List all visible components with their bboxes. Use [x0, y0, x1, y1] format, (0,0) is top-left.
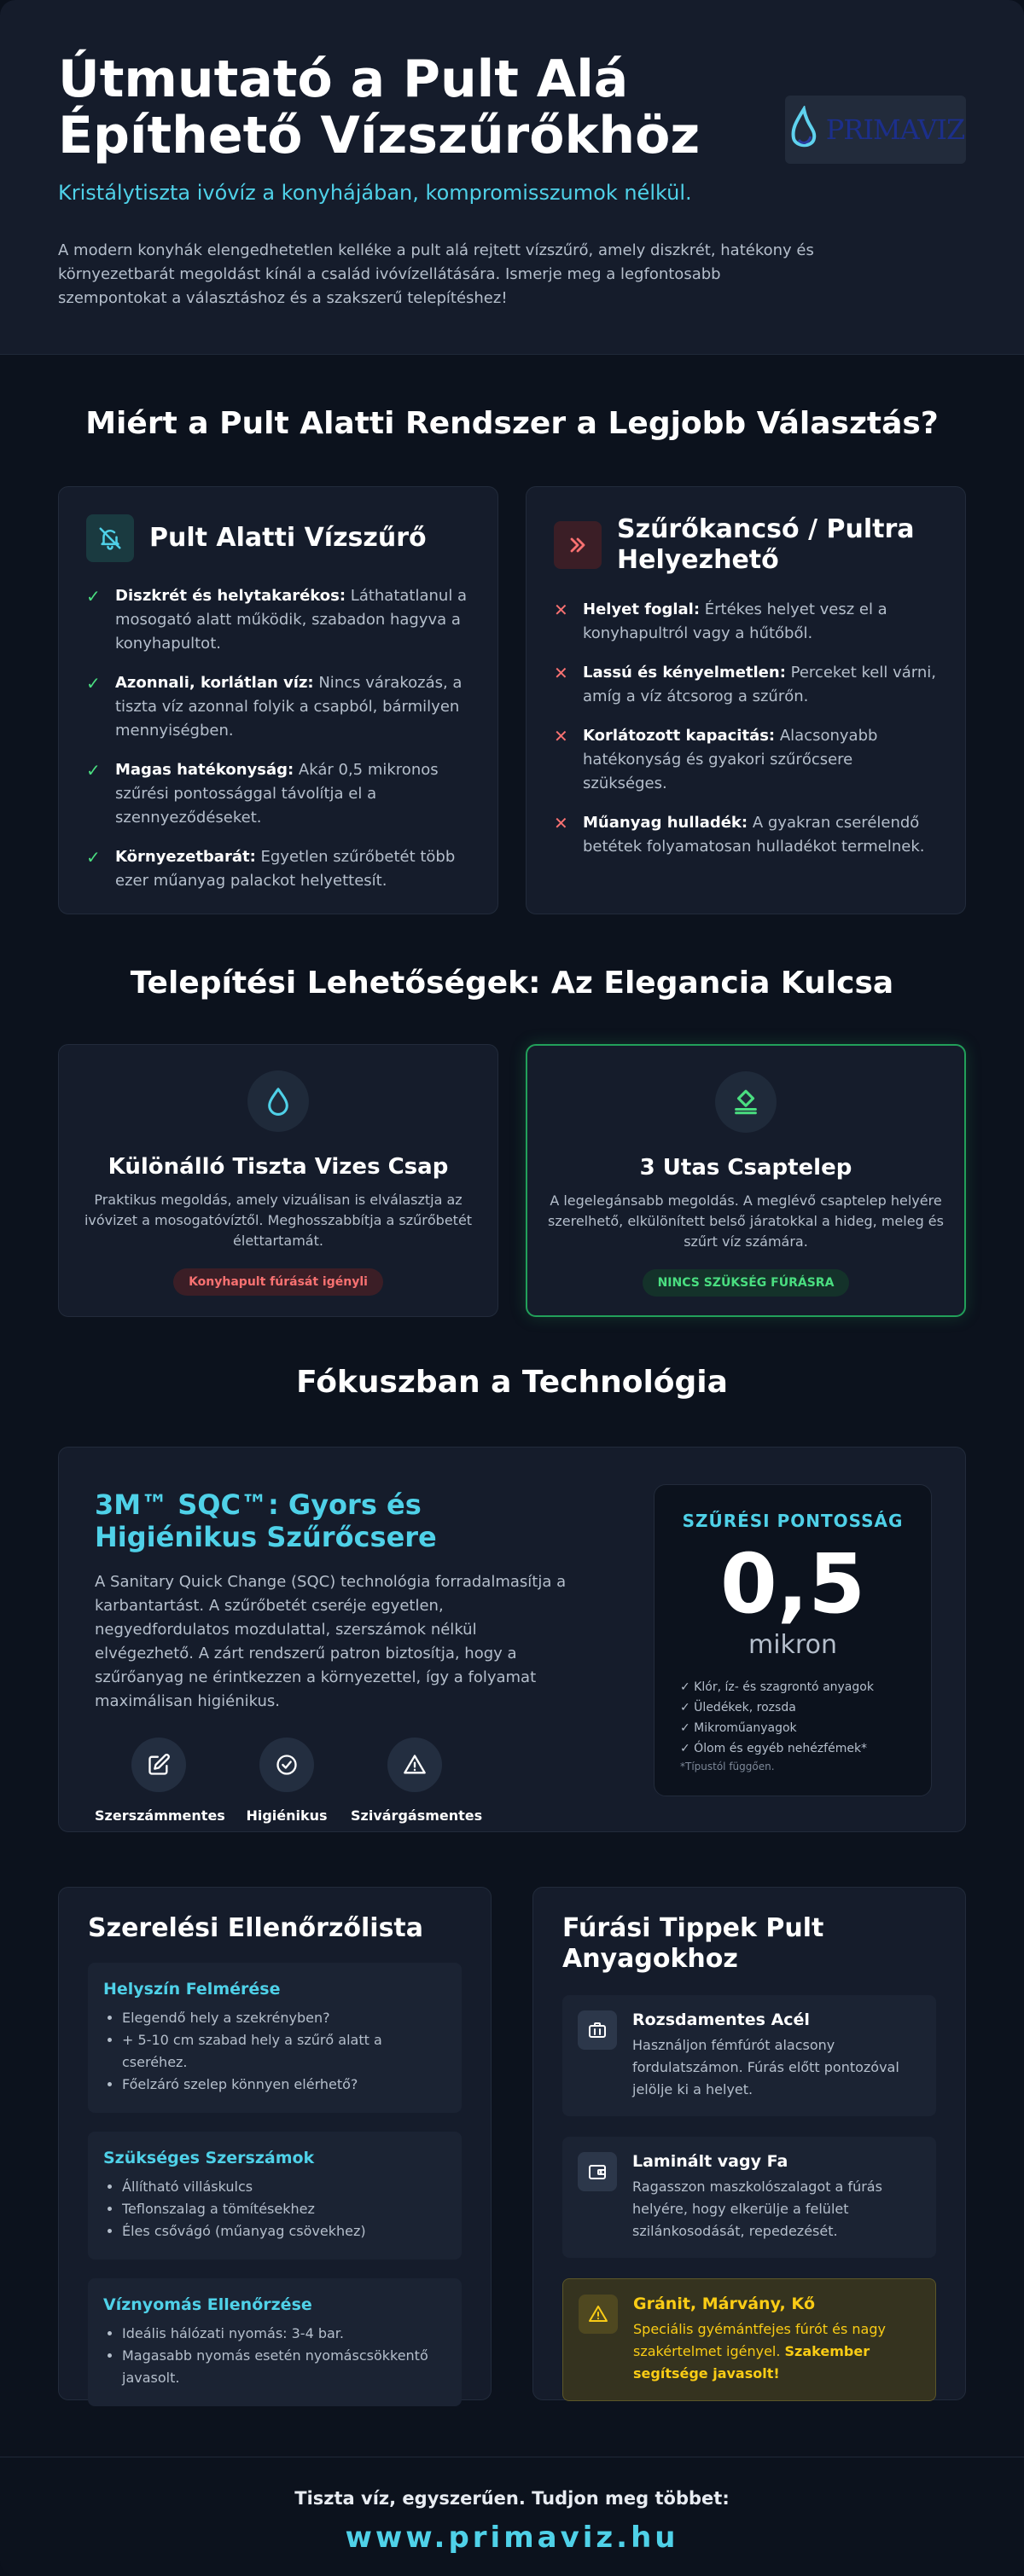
pitcher-title: Szűrőkancsó / Pultra Helyezhető: [617, 514, 915, 575]
spec-list: [680, 1677, 905, 1759]
item-text: Láthatatlanul a mosogató alatt működik, szabadon hagyva a konyhapultot.: [115, 587, 468, 653]
list-item: • Magasabb nyomás esetén nyomáscsökkentő javasolt.: [122, 2345, 446, 2389]
item-bold: Magas hatékonyság:: [115, 761, 294, 779]
tech-title: 3M™ SQC™: Gyors és Higiénikus Szűrőcsere: [95, 1488, 437, 1553]
list-item: • Állítható villáskulcs: [122, 2176, 446, 2198]
pitcher-card: [526, 486, 966, 914]
spec-unit: mikron: [748, 1630, 837, 1660]
block-list: [122, 2176, 446, 2242]
tech-description: A Sanitary Quick Change (SQC) technológia forradalmasítja a karbantartást. A szűrőbetét cseréje egyetlen, negyedfordulatos mozdulattal, szerszámok nélkül elvégezhető. A zárt rendszerű patron biztosítja, hogy a szűrőanyag ne érintkezzen a környezettel, így a folyamat maximálisan higiénikus.: [95, 1573, 567, 1710]
list-item: ✓ Mikroműanyagok: [680, 1721, 797, 1735]
item-bold: Műanyag hulladék:: [583, 814, 748, 832]
list-item: [86, 584, 470, 656]
tip-description: [633, 2318, 920, 2385]
list-item: [554, 811, 938, 859]
cross-icon: ✕: [554, 726, 568, 746]
bell-off-icon: [86, 514, 134, 562]
warning-icon: [387, 1738, 442, 1792]
under-sink-card: [58, 486, 498, 914]
pitcher-header: [554, 514, 938, 576]
item-bold: Korlátozott kapacitás:: [583, 727, 776, 745]
checklist-card: [58, 1887, 492, 2400]
item-bold: Környezetbarát:: [115, 848, 256, 866]
block-list: [122, 2007, 446, 2096]
website-link[interactable]: www.primaviz.hu: [345, 2521, 679, 2555]
check-icon: ✓: [86, 760, 101, 780]
item-bold: Lassú és kényelmetlen:: [583, 664, 786, 682]
list-item: [86, 671, 470, 743]
water-drop-icon: [247, 1070, 309, 1132]
tip-granite-warning: [562, 2278, 936, 2401]
block-title: Szükséges Szerszámok: [103, 2149, 315, 2167]
item-text: Egyetlen szűrőbetét több ezer műanyag palackot helyettesít.: [115, 848, 456, 890]
pitcher-list: [554, 598, 938, 859]
option-title: Különálló Tiszta Vizes Csap: [108, 1154, 449, 1180]
pressure-block: [88, 2278, 462, 2406]
tip-description: Használjon fémfúrót alacsony fordulatszámon. Fúrás előtt pontozóval jelölje ki a helyet.: [632, 2037, 899, 2097]
feature-label: Szivárgásmentes: [351, 1807, 483, 1824]
item-text: A gyakran cserélendő betétek folyamatosan hulladékot termelnek.: [583, 814, 925, 856]
list-item: ✓ Üledékek, rozsda: [680, 1701, 796, 1714]
tip-title: Gránit, Márvány, Kő: [633, 2295, 816, 2313]
header: [0, 0, 1024, 355]
checklist-title: Szerelési Ellenőrzőlista: [88, 1913, 424, 1943]
item-text: Akár 0,5 mikronos szűrési pontossággal távolítja el a szennyeződéseket.: [115, 761, 439, 827]
list-item: [554, 724, 938, 796]
water-drop-logo-icon: [787, 106, 821, 154]
three-way-faucet-card: [526, 1044, 966, 1317]
drilling-required-badge: Konyhapult fúrását igényli: [173, 1268, 383, 1296]
cross-icon: ✕: [554, 813, 568, 833]
list-item: • Főelzáró szelep könnyen elérhető?: [122, 2074, 446, 2096]
check-circle-icon: [259, 1738, 314, 1792]
no-drilling-badge: NINCS SZÜKSÉG FÚRÁSRA: [643, 1269, 850, 1297]
check-icon: ✓: [86, 847, 101, 867]
list-item: [554, 661, 938, 709]
filtration-spec-panel: [654, 1484, 932, 1796]
tip-stainless-steel: [562, 1995, 936, 2116]
list-item: • Éles csővágó (műanyag csövekhez): [122, 2220, 446, 2242]
logo: [785, 96, 966, 164]
item-text: Értékes helyet vesz el a konyhapultról vagy a hűtőből.: [583, 600, 887, 642]
list-item: [554, 598, 938, 646]
option-description: A legelegánsabb megoldás. A meglévő csaptelep helyére szerelhető, elkülönített belső járatokkal a hideg, meleg és szűrt víz számára.: [548, 1192, 944, 1250]
footer-text: Tiszta víz, egyszerűen. Tudjon meg többet:: [294, 2488, 730, 2509]
block-list: [122, 2323, 446, 2389]
why-section-title: Miért a Pult Alatti Rendszer a Legjobb Választás?: [85, 406, 939, 441]
item-bold: Helyet foglal:: [583, 600, 701, 618]
under-sink-list: [86, 584, 470, 893]
list-item: [86, 758, 470, 830]
list-item: [86, 845, 470, 893]
faucet-icon: [715, 1071, 777, 1133]
footer: [0, 2457, 1024, 2576]
spec-value: 0,5: [719, 1536, 866, 1632]
spec-label: SZŰRÉSI PONTOSSÁG: [682, 1511, 904, 1531]
list-item: ✓ Ólom és egyéb nehézfémek*: [680, 1742, 868, 1755]
item-text: Alacsonyabb hatékonyság és gyakori szűrőcsere szükséges.: [583, 727, 878, 792]
option-description: Praktikus megoldás, amely vizuálisan is elválasztja az ivóvizet a mosogatóvíztől. Meghosszabbítja a szűrőbetét élettartamát.: [84, 1192, 473, 1249]
double-chevron-icon: [554, 521, 602, 569]
tips-title: Fúrási Tippek Pult Anyagokhoz: [562, 1913, 824, 1974]
intro-text: A modern konyhák elengedhetetlen kelléke a pult alá rejtett vízszűrő, amely diszkrét, hatékony és környezetbarát megoldást kínál a család ivóvízellátására. Ismerje meg a legfontosabb szempontokat a választáshoz és a szakszerű telepítéshez!: [58, 241, 814, 307]
tip-laminate-wood: [562, 2137, 936, 2258]
cross-icon: ✕: [554, 600, 568, 620]
list-item: • Teflonszalag a tömítésekhez: [122, 2198, 446, 2220]
tip-emphasis: Szakember segítsége javasolt!: [633, 2343, 870, 2382]
feature-label: Szerszámmentes: [95, 1807, 225, 1824]
wallet-icon: [578, 2152, 617, 2191]
tip-body: [632, 2152, 921, 2242]
list-item: ✓ Klór, íz- és szagrontó anyagok: [680, 1680, 874, 1694]
item-text: Perceket kell várni, amíg a víz átcsorog a szűrőn.: [583, 664, 937, 705]
option-title: 3 Utas Csaptelep: [639, 1155, 852, 1181]
under-sink-header: [86, 514, 470, 562]
cross-icon: ✕: [554, 663, 568, 683]
tip-description: Ragasszon maszkolószalagot a fúrás helyére, hogy elkerülje a felület szilánkosodását, repedezését.: [632, 2179, 882, 2239]
block-title: Helyszín Felmérése: [103, 1980, 281, 1999]
item-bold: Diszkrét és helytakarékos:: [115, 587, 346, 605]
list-item: • Elegendő hely a szekrényben?: [122, 2007, 446, 2029]
install-section-title: Telepítési Lehetőségek: Az Elegancia Kulcsa: [130, 966, 894, 1001]
feature-leak-free: [351, 1738, 483, 1824]
spec-footnote: *Típustól függően.: [680, 1761, 775, 1772]
tech-section-title: Fókuszban a Technológia: [296, 1365, 728, 1400]
block-title: Víznyomás Ellenőrzése: [103, 2295, 312, 2314]
item-text: Nincs várakozás, a tiszta víz azonnal folyik a csapból, bármilyen mennyiségben.: [115, 674, 463, 740]
tip-body: [633, 2295, 920, 2385]
page-title: Útmutató a Pult Alá Építhető Vízszűrőkhöz: [58, 49, 701, 165]
tip-title: Rozsdamentes Acél: [632, 2010, 810, 2029]
edit-icon: [131, 1738, 186, 1792]
list-item: • + 5-10 cm szabad hely a szűrő alatt a cseréhez.: [122, 2029, 446, 2074]
tip-body: [632, 2010, 921, 2101]
warning-icon: [579, 2295, 618, 2334]
site-survey-block: [88, 1963, 462, 2113]
tip-text: Speciális gyémántfejes fúrót és nagy szakértelmet igényel.: [633, 2321, 886, 2359]
feature-hygienic: [223, 1738, 351, 1824]
check-icon: ✓: [86, 673, 101, 693]
under-sink-title: Pult Alatti Vízszűrő: [149, 523, 427, 553]
drilling-tips-card: [532, 1887, 966, 2400]
feature-tool-free: [95, 1738, 223, 1824]
logo-text: PRIMAVIZ: [825, 113, 965, 146]
tools-block: [88, 2132, 462, 2260]
check-icon: ✓: [86, 586, 101, 606]
list-item: • Ideális hálózati nyomás: 3-4 bar.: [122, 2323, 446, 2345]
briefcase-icon: [578, 2010, 617, 2050]
tip-title: Laminált vagy Fa: [632, 2152, 788, 2171]
item-bold: Azonnali, korlátlan víz:: [115, 674, 314, 692]
page-subtitle: Kristálytiszta ivóvíz a konyhájában, kompromisszumok nélkül.: [58, 181, 692, 205]
separate-faucet-card: [58, 1044, 498, 1317]
feature-label: Higiénikus: [246, 1807, 328, 1824]
